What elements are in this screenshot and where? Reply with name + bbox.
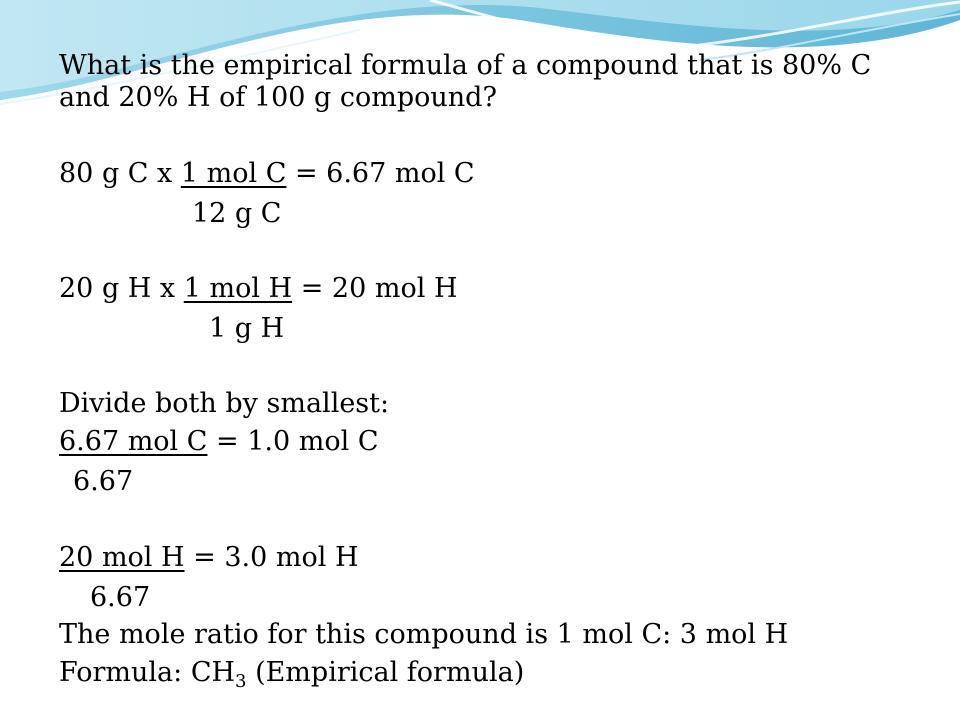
hydrogen-result: = 20 mol H bbox=[292, 273, 458, 304]
hydrogen-conversion bbox=[59, 273, 458, 305]
question-line-1: What is the empirical formula of a compound that is 80% C bbox=[59, 50, 872, 81]
hydrogen-division-numerator: 20 mol H bbox=[59, 542, 185, 573]
formula-note: (Empirical formula) bbox=[246, 657, 525, 688]
mole-ratio: The mole ratio for this compound is 1 mol C: 3 mol H bbox=[59, 619, 789, 650]
carbon-division-denominator: 6.67 bbox=[73, 466, 134, 497]
hydrogen-numerator: 1 mol H bbox=[183, 273, 293, 304]
carbon-numerator: 1 mol C bbox=[180, 158, 287, 189]
carbon-division bbox=[59, 426, 378, 458]
hydrogen-division-denominator: 6.67 bbox=[90, 582, 151, 613]
carbon-division-numerator: 6.67 mol C bbox=[59, 426, 208, 457]
question-line-2: and 20% H of 100 g compound? bbox=[59, 82, 497, 113]
carbon-result: = 6.67 mol C bbox=[286, 158, 475, 189]
hydrogen-prefix: 20 g H x bbox=[59, 273, 184, 304]
carbon-conversion bbox=[59, 158, 475, 190]
hydrogen-division-result: = 3.0 mol H bbox=[184, 542, 359, 573]
hydrogen-denominator: 1 g H bbox=[209, 313, 285, 344]
divide-heading: Divide both by smallest: bbox=[59, 388, 390, 419]
formula-label: Formula: CH bbox=[59, 657, 236, 688]
formula-subscript: 3 bbox=[235, 671, 247, 692]
carbon-prefix: 80 g C x bbox=[59, 158, 181, 189]
carbon-division-result: = 1.0 mol C bbox=[207, 426, 379, 457]
carbon-denominator: 12 g C bbox=[192, 198, 282, 229]
hydrogen-division bbox=[59, 542, 359, 574]
formula-line bbox=[59, 657, 524, 692]
